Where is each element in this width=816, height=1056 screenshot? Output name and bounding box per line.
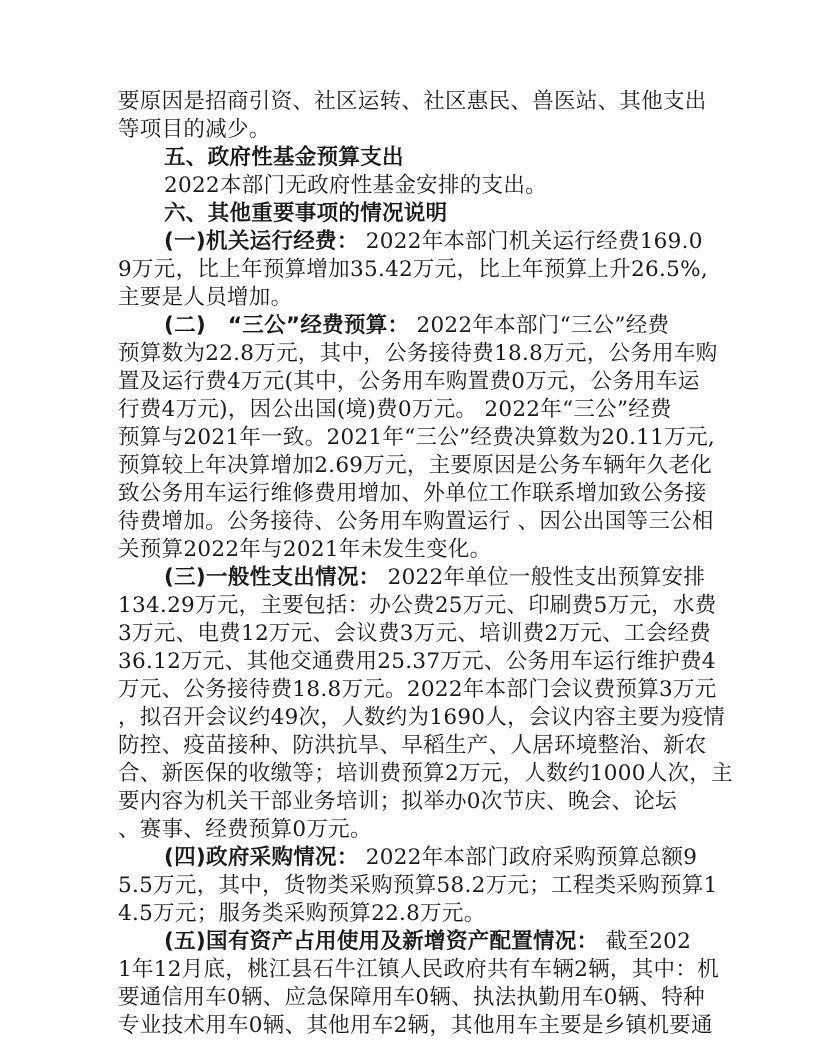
text-line	[118, 620, 718, 648]
text-line	[118, 424, 718, 452]
text-line	[118, 564, 718, 592]
text-line	[118, 312, 718, 340]
line-text: 防控、疫苗接种、防洪抗旱、早稻生产、人居环境整治、新农	[118, 733, 707, 758]
text-line	[118, 900, 718, 928]
text-line	[118, 536, 718, 564]
text-line	[118, 592, 718, 620]
document-body	[118, 88, 733, 1040]
line-text: 2022年本部门“三公”经费	[409, 313, 670, 338]
line-text: 致公务用车运行维修费用增加、外单位工作联系增加致公务接	[118, 481, 707, 506]
line-text: 3万元、电费12万元、会议费3万元、培训费2万元、工会经费	[118, 621, 712, 646]
line-text: 预算数为22.8万元，其中，公务接待费18.8万元，公务用车购	[118, 341, 718, 366]
text-line	[118, 816, 718, 844]
line-text: 万元、公务接待费18.8万元。2022年本部门会议费预算3万元	[118, 677, 717, 702]
line-text: 要内容为机关干部业务培训；拟举办0次节庆、晚会、论坛	[118, 789, 677, 814]
text-line	[118, 872, 718, 900]
text-line	[118, 648, 718, 676]
line-text: 要通信用车0辆、应急保障用车0辆、执法执勤用车0辆、特种	[118, 985, 705, 1010]
line-text: 2022年单位一般性支出预算安排	[380, 565, 706, 590]
section-heading	[118, 200, 718, 228]
line-text: 9万元，比上年预算增加35.42万元，比上年预算上升26.5%,	[118, 257, 708, 282]
text-line	[118, 228, 718, 256]
line-text: 4.5万元；服务类采购预算22.8万元。	[118, 901, 486, 926]
text-line	[118, 256, 718, 284]
bold-label: (三)一般性支出情况：	[164, 565, 381, 590]
bold-label: (一)机关运行经费：	[164, 229, 359, 254]
line-text: 行费4万元)，因公出国(境)费0万元。 2022年“三公”经费	[118, 397, 672, 422]
text-line	[118, 732, 718, 760]
text-line	[118, 956, 718, 984]
bold-label: (二) “三公”经费预算：	[164, 313, 410, 338]
line-text: 预算较上年决算增加2.69万元，主要原因是公务车辆年久老化	[118, 453, 713, 478]
line-text: 预算与2021年一致。2021年“三公”经费决算数为20.11万元,	[118, 425, 716, 450]
line-text: 5.5万元，其中，货物类采购预算58.2万元；工程类采购预算1	[118, 873, 718, 898]
text-line	[118, 480, 718, 508]
text-line	[118, 676, 718, 704]
line-text: 2022年本部门机关运行经费169.0	[358, 229, 703, 254]
text-line	[118, 172, 718, 200]
text-line	[118, 368, 718, 396]
text-line	[118, 508, 718, 536]
line-text: 要原因是招商引资、社区运转、社区惠民、兽医站、其他支出	[118, 89, 707, 114]
text-line	[118, 116, 718, 144]
text-line	[118, 452, 718, 480]
text-line	[118, 788, 718, 816]
text-line	[118, 928, 718, 956]
text-line	[118, 284, 718, 312]
line-text: 等项目的减少。	[118, 117, 271, 142]
text-line	[118, 704, 726, 732]
line-text: 2022年本部门政府采购预算总额9	[358, 845, 698, 870]
line-text: 、赛事、经费预算0万元。	[118, 817, 372, 842]
bold-label: 五、政府性基金预算支出	[164, 145, 404, 170]
line-text: 主要是人员增加。	[118, 285, 293, 310]
line-text: 134.29万元，主要包括：办公费25万元、印刷费5万元，水费	[118, 593, 717, 618]
text-line	[118, 1012, 718, 1040]
bold-label: (五)国有资产占用使用及新增资产配置情况：	[164, 929, 599, 954]
line-text: 关预算2022年与2021年未发生变化。	[118, 537, 492, 562]
line-text: 置及运行费4万元(其中，公务用车购置费0万元，公务用车运	[118, 369, 700, 394]
text-line	[118, 984, 718, 1012]
text-line	[118, 88, 718, 116]
text-line	[118, 844, 718, 872]
line-text: 1年12月底，桃江县石牛江镇人民政府共有车辆2辆，其中：机	[118, 957, 719, 982]
bold-label: 六、其他重要事项的情况说明	[164, 201, 448, 226]
line-text: 合、新医保的收缴等；培训费预算2万元，人数约1000人次，主	[118, 761, 733, 786]
text-line	[118, 760, 733, 788]
text-line	[118, 340, 718, 368]
line-text: 2022本部门无政府性基金安排的支出。	[164, 173, 547, 198]
line-text: 36.12万元、其他交通费用25.37万元、公务用车运行维护费4	[118, 649, 716, 674]
line-text: 专业技术用车0辆、其他用车2辆，其他用车主要是乡镇机要通	[118, 1013, 713, 1038]
line-text: 截至202	[598, 929, 692, 954]
line-text: 待费增加。公务接待、公务用车购置运行 、因公出国等三公相	[118, 509, 714, 534]
text-line	[118, 396, 718, 424]
section-heading	[118, 144, 718, 172]
line-text: ，拟召开会议约49次，人数约为1690人，会议内容主要为疫情	[118, 705, 726, 730]
bold-label: (四)政府采购情况：	[164, 845, 359, 870]
